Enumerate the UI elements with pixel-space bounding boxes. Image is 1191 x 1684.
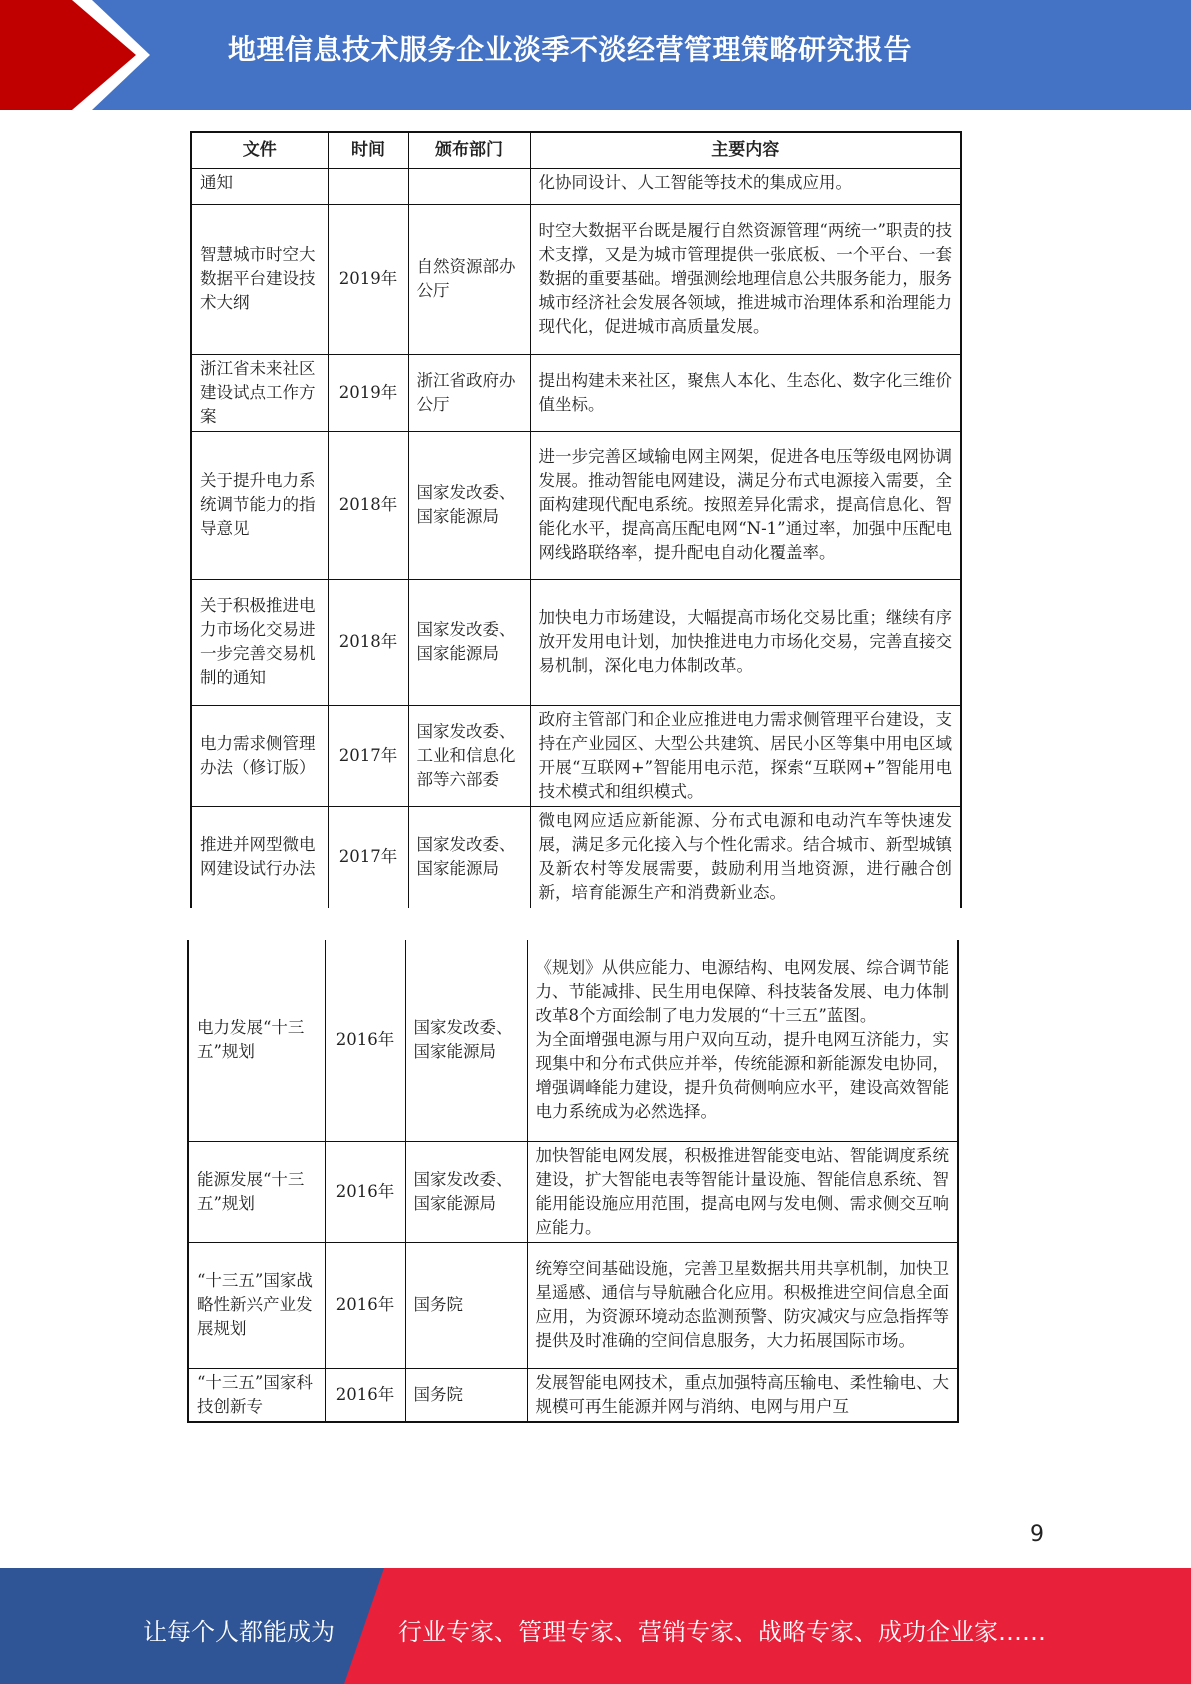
cell-year: 2016年 xyxy=(325,1242,405,1368)
cell-year: 2016年 xyxy=(325,1368,405,1422)
content-paragraph: 为全面增强电源与用户双向互动，提升电网互济能力，实现集中和分布式供应并举，传统能源和新能源发电协同，增强调峰能力建设，提升负荷侧响应水平，建设高效智能电力系统成为必然选择。 xyxy=(535,1030,949,1122)
table-row xyxy=(191,806,961,908)
table-row xyxy=(191,204,961,354)
cell-year: 2016年 xyxy=(325,940,405,1141)
cell-file: 智慧城市时空大数据平台建设技术大纲 xyxy=(191,204,328,354)
cell-content: 发展智能电网技术，重点加强特高压输电、柔性输电、大规模可再生能源并网与消纳、电网与用户互 xyxy=(527,1368,958,1422)
cell-file: 浙江省未来社区建设试点工作方案 xyxy=(191,354,328,431)
cell-dept: 国务院 xyxy=(405,1242,527,1368)
column-header-content: 主要内容 xyxy=(530,132,961,168)
page-number: 9 xyxy=(1030,1522,1044,1547)
cell-year: 2017年 xyxy=(328,705,408,806)
cell-dept: 国家发改委、国家能源局 xyxy=(405,940,527,1141)
cell-content: 加快智能电网发展，积极推进智能变电站、智能调度系统建设，扩大智能电表等智能计量设施、智能信息系统、智能用能设施应用范围，提高电网与发电侧、需求侧交互响应能力。 xyxy=(527,1141,958,1242)
cell-year: 2019年 xyxy=(328,204,408,354)
table-row xyxy=(188,1242,958,1368)
cell-dept: 国家发改委、国家能源局 xyxy=(408,806,530,908)
cell-dept: 国务院 xyxy=(405,1368,527,1422)
cell-year: 2016年 xyxy=(325,1141,405,1242)
footer-banner xyxy=(0,1568,1191,1684)
table-row xyxy=(191,705,961,806)
table-header-row xyxy=(191,132,961,168)
table-row xyxy=(191,168,961,204)
cell-year: 2018年 xyxy=(328,431,408,579)
cell-content: 加快电力市场建设，大幅提高市场化交易比重；继续有序放开发用电计划，加快推进电力市场化交易，完善直接交易机制，深化电力体制改革。 xyxy=(530,579,961,705)
table-row xyxy=(188,1141,958,1242)
cell-file: 关于提升电力系统调节能力的指导意见 xyxy=(191,431,328,579)
cell-dept xyxy=(408,168,530,204)
cell-file: “十三五”国家战略性新兴产业发展规划 xyxy=(188,1242,325,1368)
cell-file: 推进并网型微电网建设试行办法 xyxy=(191,806,328,908)
cell-content xyxy=(527,940,958,1141)
cell-dept: 国家发改委、国家能源局 xyxy=(405,1141,527,1242)
cell-content: 政府主管部门和企业应推进电力需求侧管理平台建设，支持在产业园区、大型公共建筑、居民小区等集中用电区域开展“互联网+”智能用电示范，探索“互联网+”智能用电技术模式和组织模式。 xyxy=(530,705,961,806)
table-row xyxy=(191,431,961,579)
policy-table-part1 xyxy=(190,131,962,908)
cell-year xyxy=(328,168,408,204)
footer-slogan-right: 行业专家、管理专家、营销专家、战略专家、成功企业家…… xyxy=(398,1618,1046,1646)
cell-content: 统筹空间基础设施，完善卫星数据共用共享机制，加快卫星遥感、通信与导航融合化应用。积极推进空间信息全面应用，为资源环境动态监测预警、防灾减灾与应急指挥等提供及时准确的空间信息服务，大力拓展国际市场。 xyxy=(527,1242,958,1368)
column-header-department: 颁布部门 xyxy=(408,132,530,168)
report-title: 地理信息技术服务企业淡季不淡经营管理策略研究报告 xyxy=(228,33,913,66)
header-banner xyxy=(0,0,1191,110)
header-chevron-red xyxy=(0,0,136,110)
table-row xyxy=(191,354,961,431)
cell-content: 进一步完善区域输电网主网架，促进各电压等级电网协调发展。推动智能电网建设，满足分布式电源接入需要，全面构建现代配电系统。按照差异化需求，提高信息化、智能化水平，提高高压配电网“N-1”通过率，加强中压配电网线路联络率，提升配电自动化覆盖率。 xyxy=(530,431,961,579)
cell-content: 时空大数据平台既是履行自然资源管理“两统一”职责的技术支撑，又是为城市管理提供一张底板、一个平台、一套数据的重要基础。增强测绘地理信息公共服务能力，服务城市经济社会发展各领域，推进城市治理体系和治理能力现代化，促进城市高质量发展。 xyxy=(530,204,961,354)
cell-content: 微电网应适应新能源、分布式电源和电动汽车等快速发展，满足多元化接入与个性化需求。结合城市、新型城镇及新农村等发展需要，鼓励利用当地资源，进行融合创新，培育能源生产和消费新业态。 xyxy=(530,806,961,908)
cell-content: 提出构建未来社区，聚焦人本化、生态化、数字化三维价值坐标。 xyxy=(530,354,961,431)
cell-dept: 国家发改委、工业和信息化部等六部委 xyxy=(408,705,530,806)
table-row xyxy=(188,940,958,1141)
table-row xyxy=(188,1368,958,1422)
cell-file: 通知 xyxy=(191,168,328,204)
cell-year: 2017年 xyxy=(328,806,408,908)
content-paragraph: 《规划》从供应能力、电源结构、电网发展、综合调节能力、节能减排、民生用电保障、科技装备发展、电力体制改革8个方面绘制了电力发展的“十三五”蓝图。 xyxy=(535,958,949,1026)
cell-content: 化协同设计、人工智能等技术的集成应用。 xyxy=(530,168,961,204)
cell-year: 2019年 xyxy=(328,354,408,431)
cell-dept: 国家发改委、国家能源局 xyxy=(408,431,530,579)
table-row xyxy=(191,579,961,705)
cell-file: 关于积极推进电力市场化交易进一步完善交易机制的通知 xyxy=(191,579,328,705)
cell-dept: 国家发改委、国家能源局 xyxy=(408,579,530,705)
column-header-file: 文件 xyxy=(191,132,328,168)
cell-dept: 自然资源部办公厅 xyxy=(408,204,530,354)
cell-file: “十三五”国家科技创新专 xyxy=(188,1368,325,1422)
cell-year: 2018年 xyxy=(328,579,408,705)
cell-file: 能源发展“十三五”规划 xyxy=(188,1141,325,1242)
footer-slogan-left: 让每个人都能成为 xyxy=(143,1618,335,1646)
cell-file: 电力发展“十三五”规划 xyxy=(188,940,325,1141)
column-header-time: 时间 xyxy=(328,132,408,168)
cell-dept: 浙江省政府办公厅 xyxy=(408,354,530,431)
policy-table-part2 xyxy=(187,940,959,1423)
cell-file: 电力需求侧管理办法（修订版） xyxy=(191,705,328,806)
